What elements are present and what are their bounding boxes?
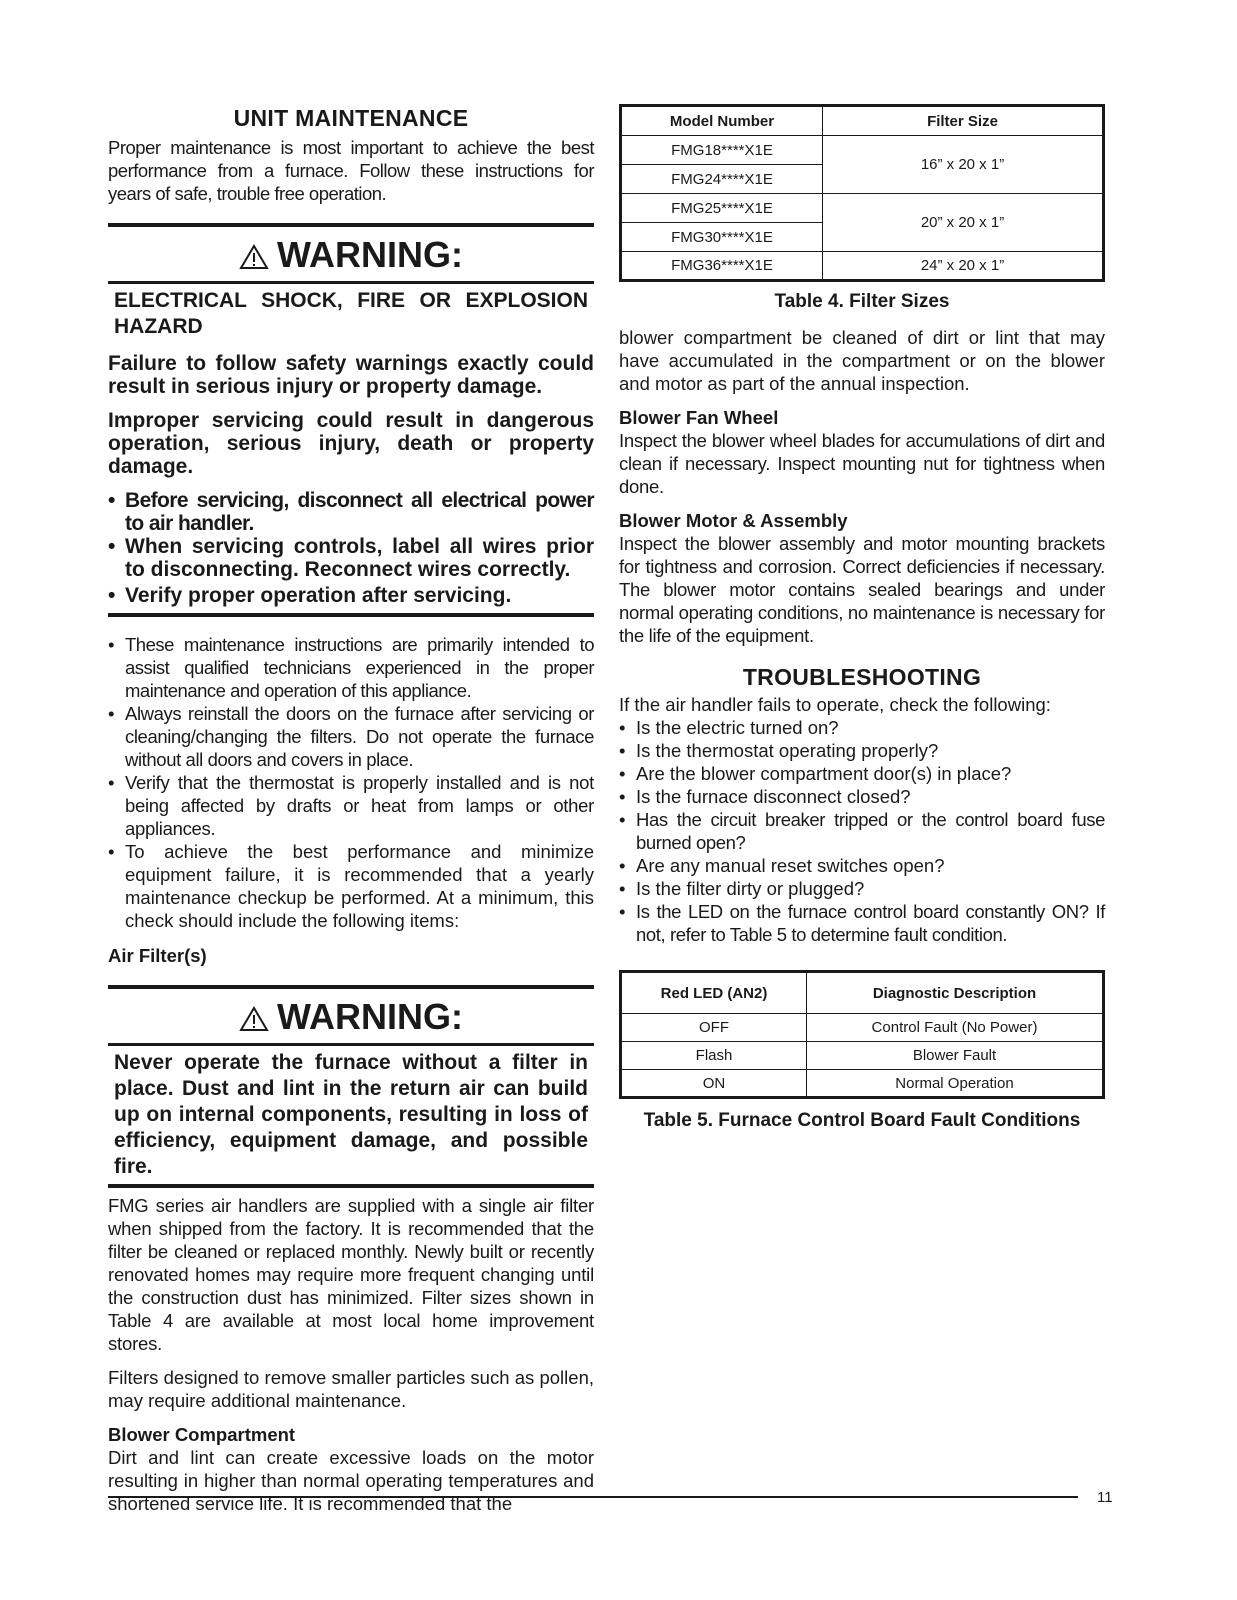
table-cell: 16” x 20 x 1”	[823, 136, 1104, 194]
table-cell: Blower Fault	[807, 1042, 1104, 1070]
filter-warning-text: Never operate the furnace without a filter in place. Dust and lint in the return air can build up on internal components, resulting in loss of efficiency, equipment damage, and possible fire.	[114, 1051, 588, 1178]
left-column	[108, 104, 594, 1515]
warning-list	[108, 489, 594, 613]
warning-triangle-icon	[239, 1006, 269, 1032]
warning-item: • Before servicing, disconnect all electrical power to air handler.	[108, 489, 594, 535]
air-filters-heading: Air Filter(s)	[108, 945, 207, 966]
table-cell: Normal Operation	[807, 1070, 1104, 1098]
blower-compartment-text: Dirt and lint can create excessive loads on the motor resulting in higher than normal operating temperatures and shortened service life. It is recommended that the	[108, 1447, 594, 1514]
maintenance-intro: Proper maintenance is most important to achieve the best performance from a furnace. Follow these instructions for years of safe, trouble free operation.	[108, 137, 594, 204]
table-cell: ON	[621, 1070, 807, 1098]
warning-triangle-icon	[239, 244, 269, 270]
unit-maintenance-heading: UNIT MAINTENANCE	[233, 105, 469, 131]
list-item: • Is the filter dirty or plugged?	[619, 877, 1105, 900]
maintenance-bullets	[108, 633, 594, 932]
warning-item: • Verify proper operation after servicing.	[108, 584, 594, 607]
list-item: • Are any manual reset switches open?	[619, 854, 1105, 877]
electrical-warning-box	[108, 223, 594, 617]
troubleshooting-list	[619, 716, 1105, 946]
warning-item: • When servicing controls, label all wires prior to disconnecting. Reconnect wires correctly.	[108, 535, 594, 581]
table-header: Model Number	[621, 106, 823, 136]
filter-size-table	[619, 104, 1105, 282]
list-item: • Always reinstall the doors on the furnace after servicing or cleaning/changing the filters. Do not operate the furnace without all doors and covers in place.	[108, 702, 594, 771]
right-column	[619, 104, 1105, 1133]
troubleshooting-heading: TROUBLESHOOTING	[742, 664, 982, 690]
list-item: • These maintenance instructions are primarily intended to assist qualified technicians experienced in the proper maintenance and operation of this appliance.	[108, 633, 594, 702]
filter-paragraph-2: Filters designed to remove smaller particles such as pollen, may require additional maintenance.	[108, 1367, 594, 1411]
blower-motor-heading: Blower Motor & Assembly	[619, 510, 848, 531]
fan-wheel-text: Inspect the blower wheel blades for accumulations of dirt and clean if necessary. Inspect mounting nut for tightness when done.	[619, 430, 1105, 497]
table-cell: FMG18****X1E	[621, 136, 823, 165]
warning-title-text: WARNING:	[277, 996, 463, 1037]
table-cell: FMG36****X1E	[621, 252, 823, 281]
table-4-caption: Table 4. Filter Sizes	[774, 291, 950, 312]
list-item: • Is the furnace disconnect closed?	[619, 785, 1105, 808]
table-header: Filter Size	[823, 106, 1104, 136]
table-cell: 20” x 20 x 1”	[823, 194, 1104, 252]
table-cell: Control Fault (No Power)	[807, 1014, 1104, 1042]
table-header: Red LED (AN2)	[621, 972, 807, 1014]
table-cell: Flash	[621, 1042, 807, 1070]
table-5-caption: Table 5. Furnace Control Board Fault Conditions	[643, 1110, 1081, 1131]
filter-paragraph-1: FMG series air handlers are supplied with a single air filter when shipped from the factory. It is recommended that the filter be cleaned or replaced monthly. Newly built or recently renovated homes may require more frequent changing until the construction dust has minimized. Filter sizes shown in Table 4 are available at most local home improvement stores.	[108, 1195, 594, 1354]
list-item: • Is the electric turned on?	[619, 716, 1105, 739]
warning-title	[108, 227, 594, 284]
warning-title-text: WARNING:	[277, 234, 463, 275]
list-item: • Is the LED on the furnace control board constantly ON? If not, refer to Table 5 to determine fault condition.	[619, 900, 1105, 946]
table-cell: OFF	[621, 1014, 807, 1042]
list-item: • Verify that the thermostat is properly installed and is not being affected by drafts or heat from lamps or other appliances.	[108, 771, 594, 840]
table-cell: 24” x 20 x 1”	[823, 252, 1104, 281]
fault-conditions-table	[619, 970, 1105, 1099]
page-number: 11	[1097, 1489, 1113, 1506]
warning-title	[108, 989, 594, 1046]
troubleshooting-intro: If the air handler fails to operate, check the following:	[619, 694, 1051, 715]
warning-paragraph-2: Improper servicing could result in dangerous operation, serious injury, death or property damage.	[108, 409, 594, 478]
list-item: • Is the thermostat operating properly?	[619, 739, 1105, 762]
blower-continued-text: blower compartment be cleaned of dirt or lint that may have accumulated in the compartment or on the blower and motor as part of the annual inspection.	[619, 327, 1105, 394]
blower-compartment-heading: Blower Compartment	[108, 1424, 296, 1445]
footer-rule	[108, 1496, 1078, 1498]
filter-warning-box	[108, 985, 594, 1188]
blower-motor-text: Inspect the blower assembly and motor mounting brackets for tightness and corrosion. Correct deficiencies if necessary. The blower motor contains sealed bearings and under normal operating conditions, no maintenance is necessary for the life of the equipment.	[619, 533, 1105, 646]
table-cell: FMG30****X1E	[621, 223, 823, 252]
table-cell: FMG25****X1E	[621, 194, 823, 223]
list-item: • Are the blower compartment door(s) in place?	[619, 762, 1105, 785]
warning-paragraph-1: Failure to follow safety warnings exactly could result in serious injury or property damage.	[108, 352, 594, 398]
fan-wheel-heading: Blower Fan Wheel	[619, 407, 779, 428]
table-cell: FMG24****X1E	[621, 165, 823, 194]
table-header: Diagnostic Description	[807, 972, 1104, 1014]
list-item: • To achieve the best performance and minimize equipment failure, it is recommended that a yearly maintenance checkup be performed. At a minimum, this check should include the following items:	[108, 840, 594, 932]
list-item: • Has the circuit breaker tripped or the control board fuse burned open?	[619, 808, 1105, 854]
hazard-heading: ELECTRICAL SHOCK, FIRE OR EXPLOSION HAZARD	[114, 289, 588, 338]
